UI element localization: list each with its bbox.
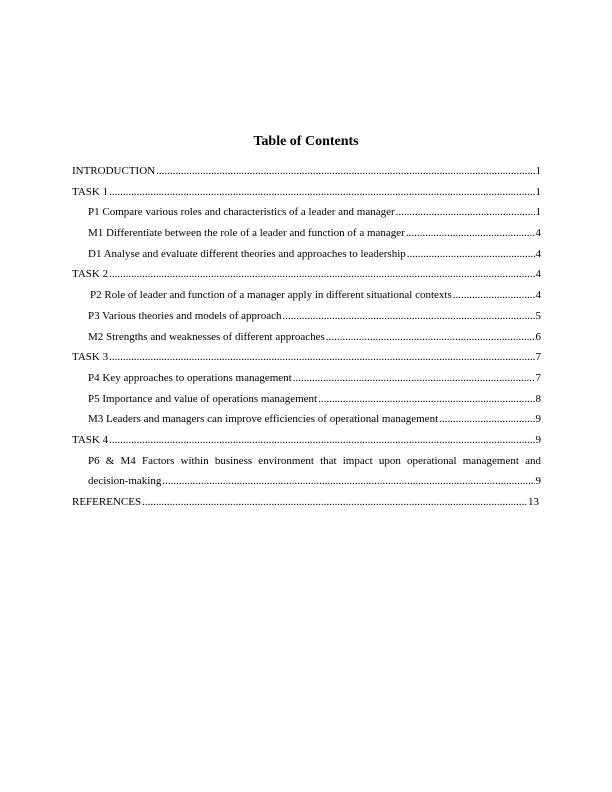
toc-entry-label: INTRODUCTION — [72, 165, 156, 177]
toc-entry-references[interactable] — [72, 492, 541, 513]
dot-leader — [162, 471, 534, 492]
toc-entry-m1[interactable] — [72, 223, 541, 244]
word: and — [525, 454, 541, 467]
toc-entry-p2[interactable] — [72, 285, 541, 306]
toc-entry-label: P4 Key approaches to operations management — [88, 371, 292, 384]
word: & — [105, 454, 115, 467]
toc-entry-introduction[interactable] — [72, 161, 541, 182]
toc-entry-label: P3 Various theories and models of approach — [88, 309, 282, 322]
toc-entry-label-line2 — [88, 471, 541, 492]
word: that — [320, 454, 337, 467]
dot-leader — [156, 161, 534, 182]
toc-title: Table of Contents — [253, 134, 359, 149]
dot-leader — [318, 389, 534, 410]
toc-page-number: 5 — [535, 309, 541, 322]
toc-entry-p1[interactable] — [72, 202, 541, 223]
toc-entry-label: P1 Compare various roles and characteristics of a leader and manager — [88, 206, 395, 219]
toc-page-number: 4 — [535, 289, 541, 302]
toc-entry-m2[interactable] — [72, 327, 541, 348]
word: M4 — [120, 454, 136, 467]
word: within — [180, 454, 209, 467]
toc-page-number: 9 — [535, 433, 541, 446]
dot-leader — [142, 492, 527, 513]
toc-page-number: 1 — [535, 165, 541, 177]
toc-entry-task-4[interactable] — [72, 430, 541, 451]
toc-entry-label: M2 Strengths and weaknesses of different approaches — [88, 330, 325, 343]
dot-leader — [293, 368, 535, 389]
toc-entry-label: P2 Role of leader and function of a manager apply in different situational contexts — [90, 289, 452, 302]
dot-leader — [109, 347, 534, 368]
toc-entry-label: TASK 4 — [72, 433, 109, 446]
dot-leader — [326, 327, 535, 348]
dot-leader — [282, 306, 534, 327]
toc-entry-label: M1 Differentiate between the role of a leader and function of a manager — [88, 227, 405, 240]
toc-entry-p6-m4[interactable] — [72, 451, 541, 492]
toc-entry-task-2[interactable] — [72, 264, 541, 285]
toc-page-number: 6 — [535, 330, 541, 343]
toc-entry-label-line1 — [88, 451, 541, 472]
toc-entry-label: REFERENCES — [72, 496, 142, 509]
dot-leader — [109, 182, 534, 203]
word: impact — [342, 454, 373, 467]
toc-entry-p3[interactable] — [72, 306, 541, 327]
toc-entry-d1[interactable] — [72, 244, 541, 265]
word: environment — [258, 454, 314, 467]
word: upon — [378, 454, 401, 467]
toc-page-number: 8 — [535, 392, 541, 405]
dot-leader — [396, 202, 535, 223]
toc-page-number: 9 — [535, 475, 541, 488]
toc-entry-label: TASK 3 — [72, 351, 109, 364]
word: operational — [407, 454, 457, 467]
toc-entry-task-1[interactable] — [72, 182, 541, 203]
dot-leader — [109, 430, 534, 451]
toc-page-number: 9 — [535, 413, 541, 426]
toc-page-number: 7 — [535, 371, 541, 384]
toc-entry-p5[interactable] — [72, 389, 541, 410]
toc-entry-m3[interactable] — [72, 409, 541, 430]
dot-leader — [406, 223, 535, 244]
toc-page-number: 1 — [535, 206, 541, 219]
toc-entry-label: D1 Analyse and evaluate different theories and approaches to leadership — [88, 247, 406, 260]
dot-leader — [439, 409, 534, 430]
toc-page-number: 1 — [535, 185, 541, 198]
toc-entry-label: P5 Importance and value of operations management — [88, 392, 318, 405]
word: management — [462, 454, 519, 467]
dot-leader — [453, 285, 535, 306]
toc-page-number: 4 — [535, 247, 541, 260]
table-of-contents — [72, 161, 541, 513]
toc-page-number: 4 — [535, 268, 541, 281]
toc-entry-task-3[interactable] — [72, 347, 541, 368]
dot-leader — [407, 244, 535, 265]
word: P6 — [88, 454, 100, 467]
toc-page-number: 13 — [528, 496, 539, 509]
dot-leader — [109, 264, 534, 285]
toc-page-number: 7 — [535, 351, 541, 364]
toc-entry-label: decision-making — [88, 475, 162, 488]
toc-page-number: 4 — [535, 227, 541, 240]
toc-entry-p4[interactable] — [72, 368, 541, 389]
word: Factors — [141, 454, 175, 467]
word: business — [214, 454, 253, 467]
toc-entry-label: M3 Leaders and managers can improve efficiencies of operational management — [88, 413, 439, 426]
toc-entry-label: TASK 2 — [72, 268, 109, 281]
toc-entry-label: TASK 1 — [72, 185, 109, 198]
